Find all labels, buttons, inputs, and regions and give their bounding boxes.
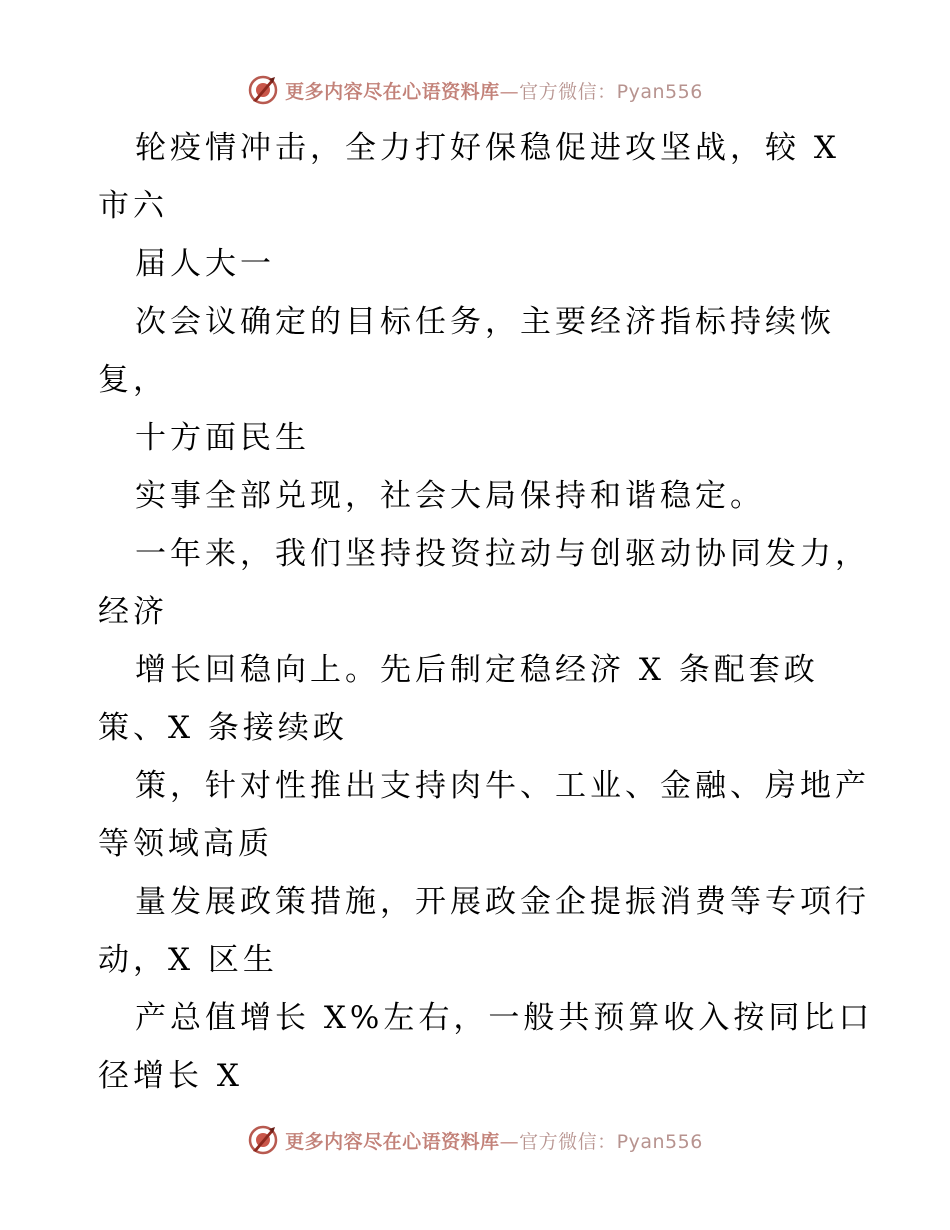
text-line: 一年来，我们坚持投资拉动与创驱动协同发力，: [135, 536, 870, 572]
watermark-group: [247, 1124, 703, 1156]
watermark-contact: 官方微信：Pyan556: [519, 80, 703, 103]
text-line: 径增长 X: [98, 1058, 243, 1094]
watermark-brand: 更多内容尽在心语资料库: [285, 1130, 500, 1153]
text-line: 策，针对性推出支持肉牛、工业、金融、房地产: [135, 768, 870, 804]
text-line: 量发展政策措施，开展政金企提振消费等专项行: [135, 884, 870, 920]
text-line: 增长回稳向上。先后制定稳经济 X 条配套政: [135, 652, 819, 688]
watermark-text: [285, 1127, 703, 1154]
text-line: 策、X 条接续政: [98, 710, 348, 746]
text-line: 经济: [98, 594, 168, 630]
watermark-brand: 更多内容尽在心语资料库: [285, 80, 500, 103]
text-line: 产总值增长 X%左右，一般共预算收入按同比口: [135, 1000, 874, 1036]
text-line: 等领域高质: [98, 826, 273, 862]
text-line: 次会议确定的目标任务，主要经济指标持续恢: [135, 304, 835, 340]
text-line: 届人大一: [135, 246, 275, 282]
text-line: 动，X 区生: [98, 942, 278, 978]
watermark-group: [247, 74, 703, 106]
watermark-text: [285, 77, 703, 104]
watermark-separator: —: [499, 1130, 520, 1153]
footer-watermark: [0, 1120, 950, 1160]
quill-seal-icon: [247, 74, 279, 106]
text-line: 实事全部兑现，社会大局保持和谐稳定。: [135, 478, 765, 514]
text-line: 复，: [98, 362, 168, 398]
quill-seal-icon: [247, 1124, 279, 1156]
header-watermark: [0, 70, 950, 110]
watermark-separator: —: [499, 80, 520, 103]
watermark-contact: 官方微信：Pyan556: [519, 1130, 703, 1153]
text-line: 市六: [98, 188, 168, 224]
text-line: 轮疫情冲击，全力打好保稳促进攻坚战，较 X: [135, 130, 840, 166]
text-line: 十方面民生: [135, 420, 310, 456]
